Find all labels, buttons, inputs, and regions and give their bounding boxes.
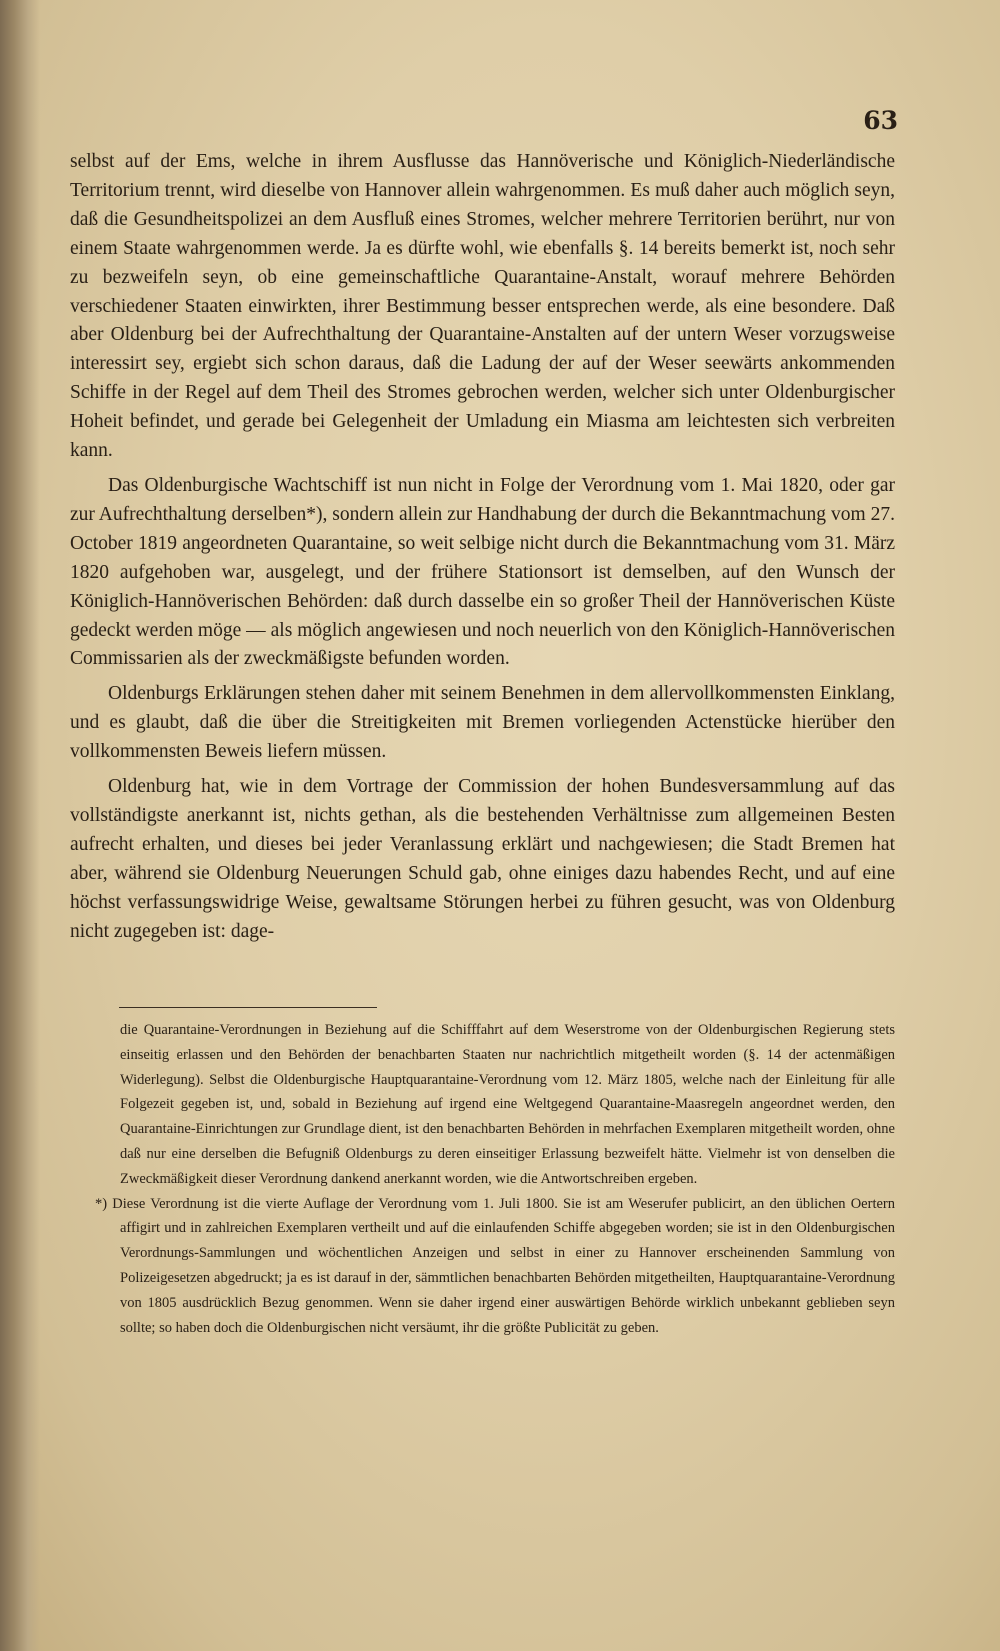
- paragraph-ems-continuation: selbst auf der Ems, welche in ihrem Ausflusse das Hannöverische und Königlich-Niederländische Territorium trennt, wird dieselbe von Hannover allein wahrgenommen. Es muß daher auch möglich seyn, daß die Gesundheitspolizei an dem Ausfluß eines Stromes, welcher mehrere Territorien berührt, nur von einem Staate wahrgenommen werde. Ja es dürfte wohl, wie ebenfalls §. 14 bereits bemerkt ist, noch sehr zu bezweifeln seyn, ob eine gemeinschaftliche Quarantaine-Anstalt, worauf mehrere Behörden verschiedener Staaten einwirkten, ihrer Bestimmung besser entsprechen werde, als eine besondere. Daß aber Oldenburg bei der Aufrechthaltung der Quarantaine-Anstalten auf der untern Weser vorzugsweise interessirt sey, ergiebt sich schon daraus, daß die Ladung der auf der Weser seewärts ankommenden Schiffe in der Regel auf dem Theil des Stromes gebrochen werden, welcher sich unter Oldenburgischer Hoheit befindet, und gerade bei Gelegenheit der Umladung ein Miasma am leichtesten sich verbreiten kann.: [70, 151, 895, 462]
- paragraph-wachtschiff: Das Oldenburgische Wachtschiff ist nun nicht in Folge der Verordnung vom 1. Mai 1820, oder gar zur Aufrechthaltung derselben*), sondern allein zur Handhabung der durch die Bekanntmachung vom 27. October 1819 angeordneten Quarantaine, so weit selbige nicht durch die Bekanntmachung vom 31. März 1820 aufgehoben war, ausgelegt, und der frühere Stationsort ist demselben, auf den Wunsch der Königlich-Hannöverischen Behörden: daß durch dasselbe ein so großer Theil der Hannöverischen Küste gedeckt werden möge — als möglich angewiesen und noch neuerlich von den Königlich-Hannöverischen Commissarien als der zweckmäßigste befunden worden.: [70, 474, 895, 670]
- footnote-star: *) Diese Verordnung ist die vierte Auflage der Verordnung vom 1. Juli 1800. Sie ist am Weserufer publicirt, an den üblichen Oertern affigirt und in zahlreichen Exemplaren vertheilt und auf die einlaufenden Schiffe abgegeben worden; sie ist in den Oldenburgischen Verordnungs-Sammlungen und wöchentlichen Anzeigen und selbst in einer zu Hannover erscheinenden Sammlung von Polizeigesetzen abgedruckt; ja es ist darauf in der, sämmtlichen benachbarten Behörden mitgetheilten, Hauptquarantaine-Verordnung von 1805 ausdrücklich Bezug genommen. Wenn sie daher irgend einer auswärtigen Behörde wirklich unbekannt geblieben seyn sollte; so haben doch die Oldenburgischen nicht versäumt, ihr die größte Publicität zu geben.: [95, 1195, 895, 1336]
- paragraph-oldenburg-erklaerungen: Oldenburgs Erklärungen stehen daher mit seinem Benehmen in dem allervollkommensten Einklang, und es glaubt, daß die über die Streitigkeiten mit Bremen vorliegenden Actenstücke hierüber den vollkommensten Beweis liefern müssen.: [70, 683, 895, 763]
- footnotes-block: [95, 1018, 895, 1340]
- footnote-continuation: die Quarantaine-Verordnungen in Beziehung auf die Schifffahrt auf dem Weserstrome von der Oldenburgischen Regierung stets einseitig erlassen und den Behörden der benachbarten Staaten nur nachrichtlich mitgetheilt worden (§. 14 der actenmäßigen Widerlegung). Selbst die Oldenburgische Hauptquarantaine-Verordnung vom 12. März 1805, welche nach der Einleitung für alle Folgezeit gegeben ist, und, sobald in Beziehung auf irgend eine Weltgegend Quarantaine-Maasregeln angeordnet werden, den Quarantaine-Einrichtungen zur Grundlage dient, ist den benachbarten Behörden in mehrfachen Exemplaren mitgetheilt worden, ohne daß nur eine derselben die Befugniß Oldenburgs zu deren einseitiger Erlassung bezweifelt hätte. Vielmehr ist von denselben die Zweckmäßigkeit dieser Verordnung dankend anerkannt worden, wie die Antwortschreiben ergeben.: [120, 1022, 895, 1187]
- book-spine-shadow: [0, 0, 40, 1651]
- main-text-block: [70, 148, 895, 946]
- paragraph-oldenburg-hat: Oldenburg hat, wie in dem Vortrage der Commission der hohen Bundesversammlung auf das vollständigste anerkannt ist, nichts gethan, als die bestehenden Verhältnisse zum allgemeinen Besten aufrecht erhalten, und dieses bei jeder Veranlassung erklärt und nachgewiesen; die Stadt Bremen hat aber, während sie Oldenburg Neuerungen Schuld gab, ohne einiges dazu habendes Recht, und auf eine höchst verfassungswidrige Weise, gewaltsame Störungen herbei zu führen gesucht, was von Oldenburg nicht zugegeben ist: dage-: [70, 776, 895, 942]
- page-number: 63: [863, 106, 898, 135]
- footnote-divider: [119, 1007, 377, 1008]
